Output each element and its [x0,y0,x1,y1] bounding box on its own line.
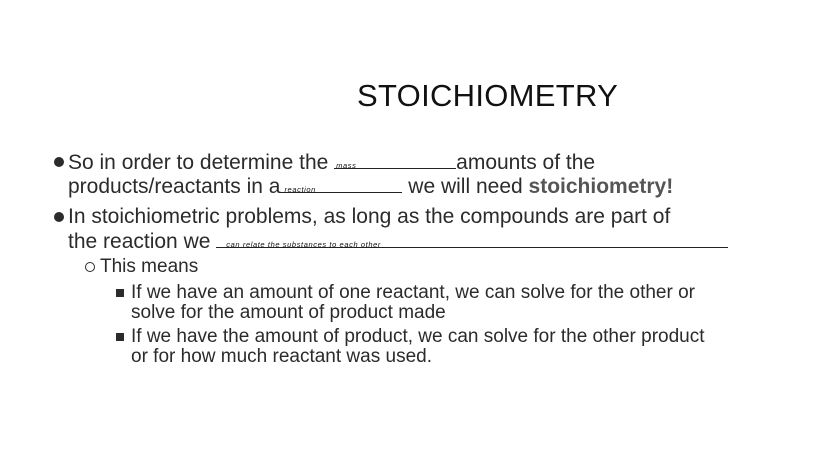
bullet2-line2-before: the reaction we [68,230,217,253]
sub-bullet-this-means: This means [100,256,199,277]
handwritten-answer-relate: can relate the substances to each other [226,241,381,249]
handwritten-answer-mass: mass [336,162,357,170]
subsub1-line2: solve for the amount of product made [131,302,446,323]
bullet1-text-after: amounts of the [456,151,596,174]
bullet1-line2 [68,174,673,199]
bullet1-text-before: So in order to determine the [68,151,335,174]
fill-blank-relate [216,229,728,248]
bullet-dot-2 [54,212,64,222]
bullet1-line1 [68,150,595,175]
bullet2-line1: In stoichiometric problems, as long as the compounds are part of [68,205,671,228]
bullet-dot-1 [54,157,64,167]
stoichiometry-emphasis: stoichiometry! [528,175,674,198]
subsub1-line1: If we have an amount of one reactant, we can solve for the other or [131,282,695,303]
bullet-circle [85,262,95,272]
bullet1-line2-before: products/reactants in a [68,175,281,198]
bullet1-line2-after: we will need [402,175,529,198]
bullet-square-1 [116,289,124,297]
subsub2-line1: If we have the amount of product, we can solve for the other product [131,326,705,347]
subsub2-line2: or for how much reactant was used. [131,346,432,367]
slide-title: STOICHIOMETRY [357,78,619,113]
bullet2-line2 [68,229,728,254]
fill-blank-reaction [280,174,402,193]
bullet-square-2 [116,333,124,341]
fill-blank-mass [334,150,456,169]
handwritten-answer-reaction: reaction [284,186,316,194]
